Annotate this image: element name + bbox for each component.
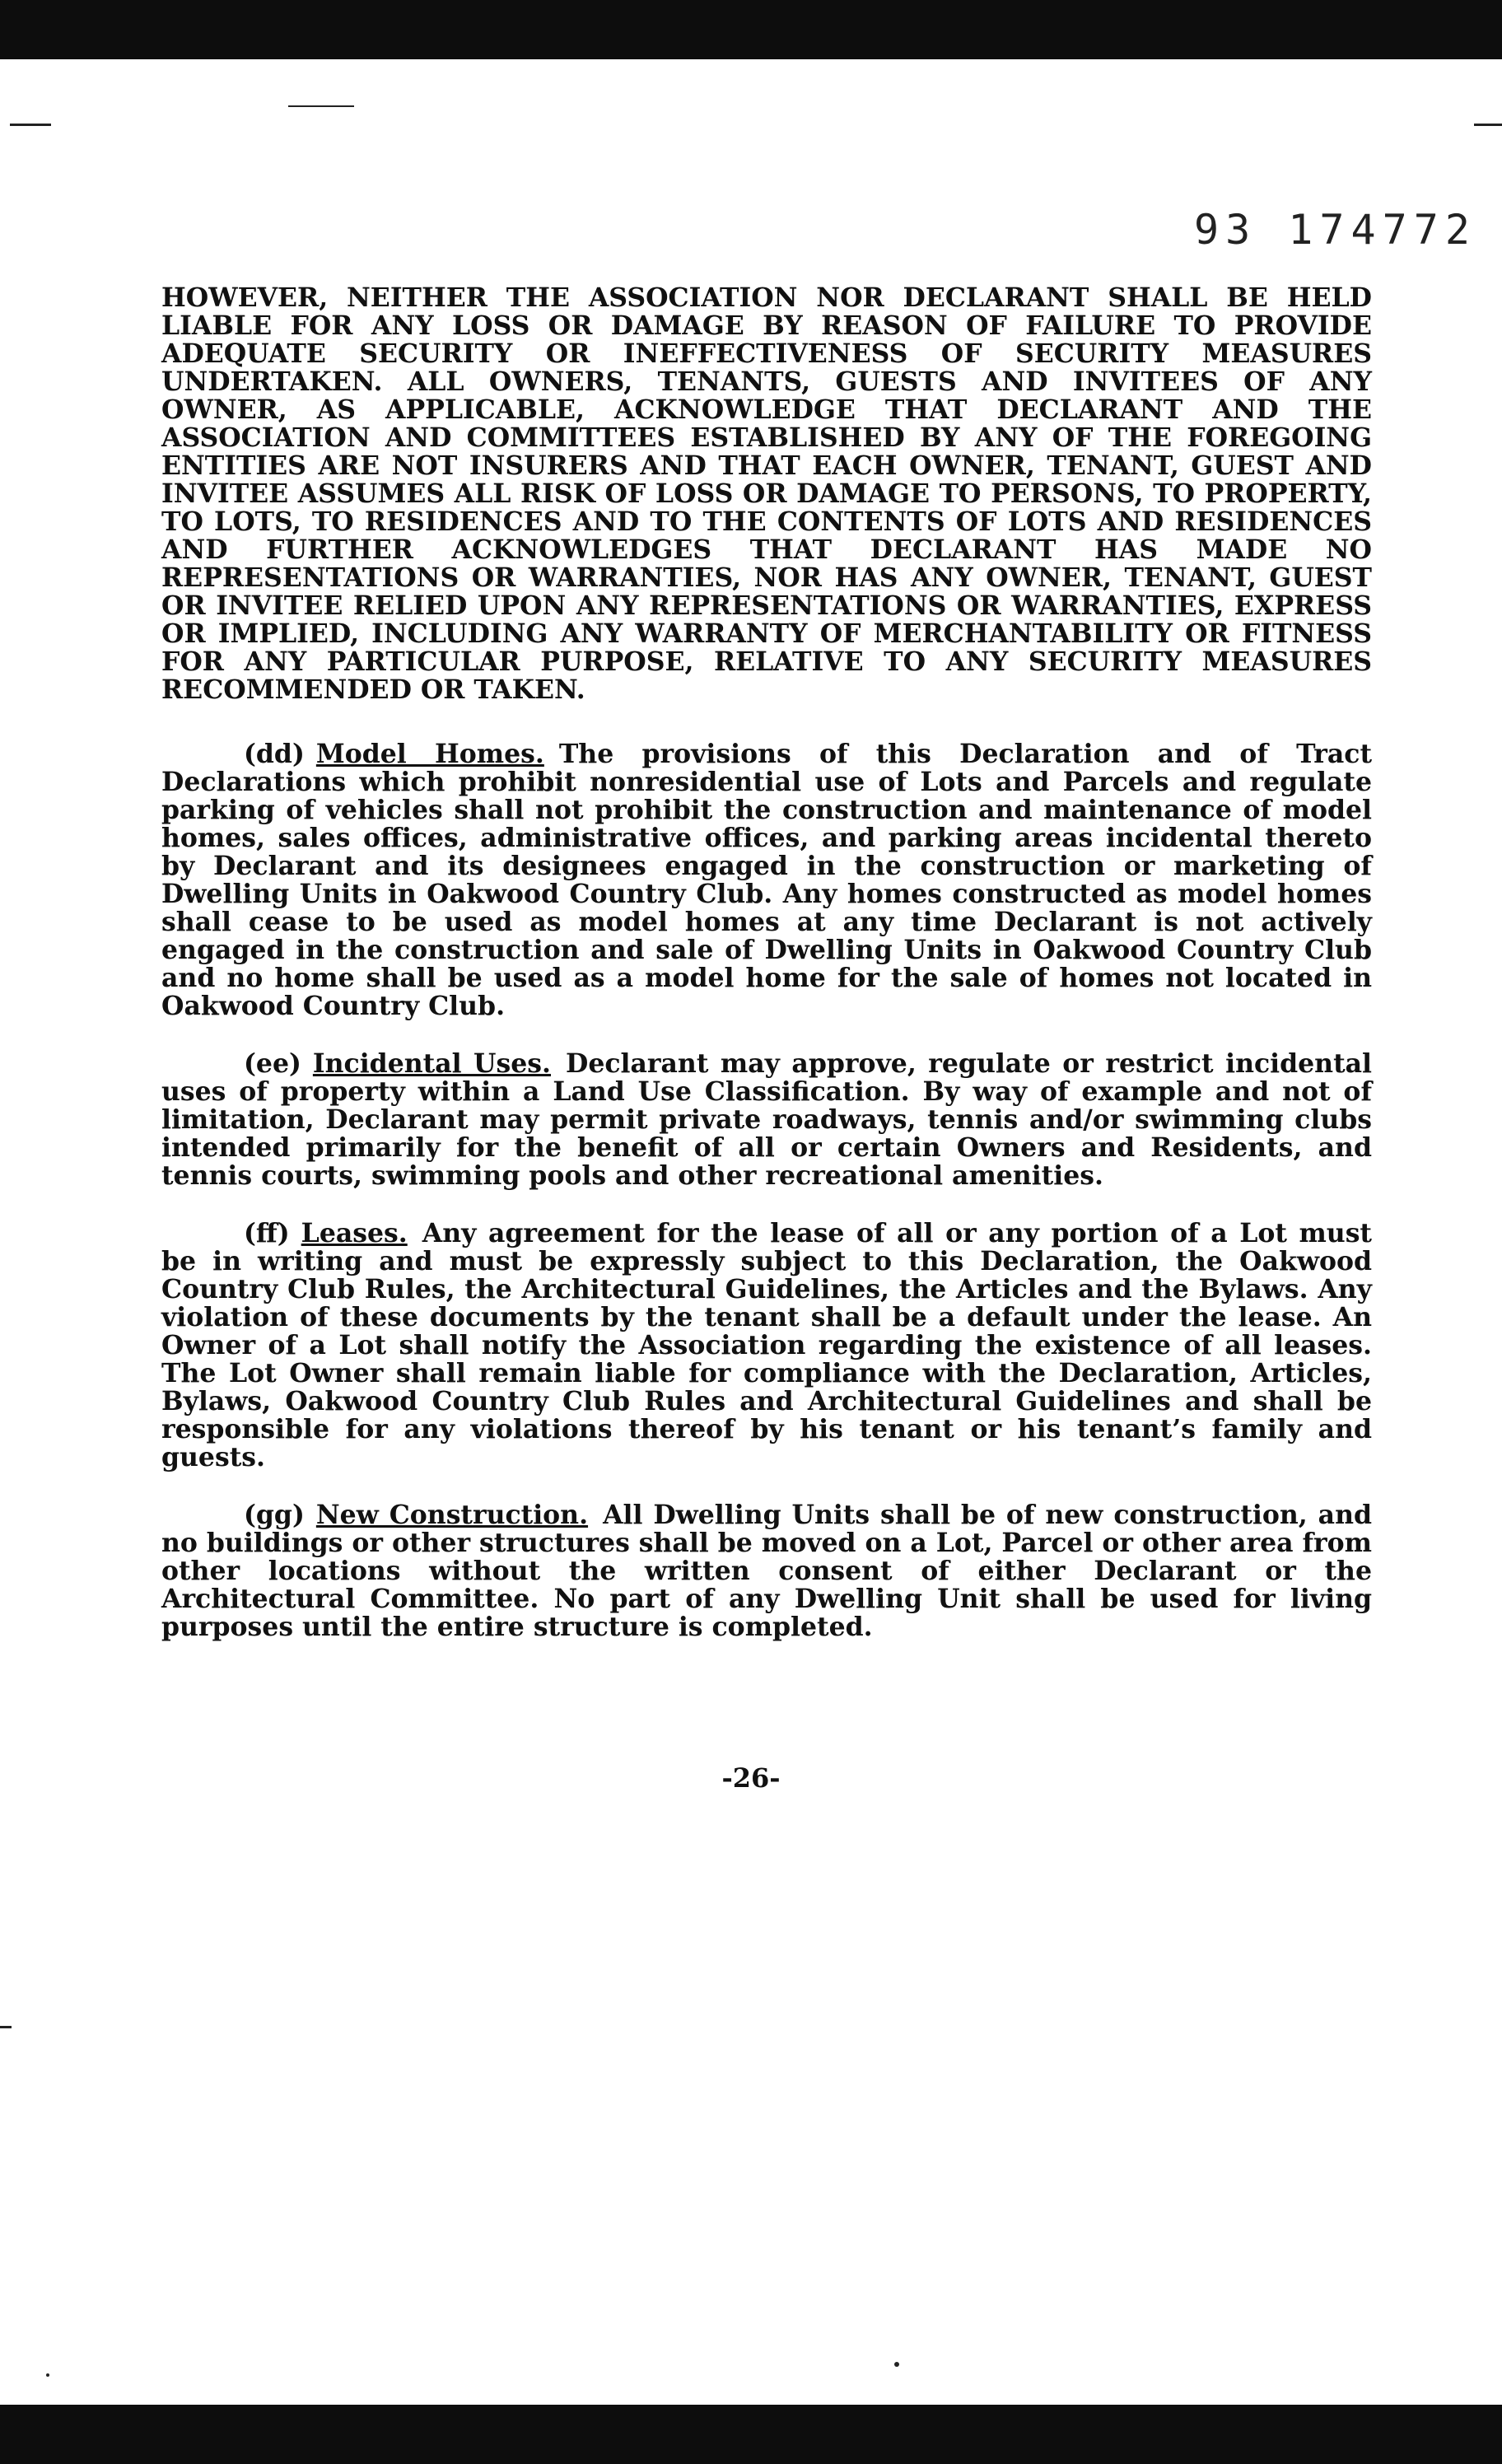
section-prefix: (gg): [244, 1500, 305, 1530]
margin-mark-left-mid: [0, 2026, 12, 2028]
section-new-construction: [161, 1501, 1372, 1641]
section-body: Declarant may approve, regulate or restrict incidental uses of property within a Land Use Classification. By way of example and not of limitation, Declarant may permit private roadways, tennis and/or swimming clubs intended primarily for the benefit of all or certain Owners and Residents, and tennis courts, swimming pools and other recreational amenities.: [161, 1048, 1373, 1191]
margin-mark-left-top: [10, 124, 51, 126]
page-number: -26-: [721, 1762, 781, 1794]
section-body: Any agreement for the lease of all or any portion of a Lot must be in writing and must be expressly subject to this Declaration, the Oakwood Country Club Rules, the Architectural Guidelines, the Articles and the Bylaws. Any violation of these documents by the tenant shall be a default under the lease. An Owner of a Lot shall notify the Association regarding the existence of all leases. The Lot Owner shall remain liable for compliance with the Declaration, Articles, Bylaws, Oakwood Country Club Rules and Architectural Guidelines and shall be responsible for any violations thereof by his tenant or his tenant’s family and guests.: [161, 1218, 1372, 1472]
section-body: All Dwelling Units shall be of new construction, and no buildings or other structures shall be moved on a Lot, Parcel or other area from other locations without the written consent of either Declarant or the Architectural Committee. No part of any Dwelling Unit shall be used for living purposes until the entire structure is completed.: [161, 1500, 1373, 1642]
margin-mark-dash: [288, 105, 354, 107]
section-prefix: (ee): [244, 1048, 301, 1079]
disclaimer-paragraph: HOWEVER, NEITHER THE ASSOCIATION NOR DECLARANT SHALL BE HELD LIABLE FOR ANY LOSS OR DAMAGE BY REASON OF FAILURE TO PROVIDE ADEQUATE SECURITY OR INEFFECTIVENESS OF SECURITY MEASURES UNDERTAKEN. ALL OWNERS, TENANTS, GUESTS AND INVITEES OF ANY OWNER, AS APPLICABLE, ACKNOWLEDGE THAT DECLARANT AND THE ASSOCIATION AND COMMITTEES ESTABLISHED BY ANY OF THE FOREGOING ENTITIES ARE NOT INSURERS AND THAT EACH OWNER, TENANT, GUEST AND INVITEE ASSUMES ALL RISK OF LOSS OR DAMAGE TO PERSONS, TO PROPERTY, TO LOTS, TO RESIDENCES AND TO THE CONTENTS OF LOTS AND RESIDENCES AND FURTHER ACKNOWLEDGES THAT DECLARANT HAS MADE NO REPRESENTATIONS OR WARRANTIES, NOR HAS ANY OWNER, TENANT, GUEST OR INVITEE RELIED UPON ANY REPRESENTATIONS OR WARRANTIES, EXPRESS OR IMPLIED, INCLUDING ANY WARRANTY OF MERCHANTABILITY OR FITNESS FOR ANY PARTICULAR PURPOSE, RELATIVE TO ANY SECURITY MEASURES RECOMMENDED OR TAKEN.: [161, 282, 1372, 705]
section-title: Leases.: [301, 1218, 408, 1248]
section-prefix: (dd): [244, 739, 305, 769]
section-prefix: (ff): [244, 1218, 290, 1248]
margin-mark-right-top: [1474, 124, 1502, 126]
section-incidental-uses: [161, 1050, 1372, 1190]
scan-border-bottom: [0, 2405, 1502, 2464]
scan-speck: [46, 2373, 49, 2377]
scan-speck: [894, 2362, 899, 2367]
section-body: The provisions of this Declaration and of Tract Declarations which prohibit nonresidential use of Lots and Parcels and regulate parking of vehicles shall not prohibit the construction and maintenance of model homes, sales offices, administrative offices, and parking areas incidental thereto by Declarant and its designees engaged in the construction or marketing of Dwelling Units in Oakwood Country Club. Any homes constructed as model homes shall cease to be used as model homes at any time Declarant is not actively engaged in the construction and sale of Dwelling Units in Oakwood Country Club and no home shall be used as a model home for the sale of homes not located in Oakwood Country Club.: [161, 739, 1372, 1021]
section-title: Incidental Uses.: [312, 1048, 552, 1079]
document-body: [161, 284, 1372, 1671]
section-leases: [161, 1220, 1372, 1472]
scan-border-top: [0, 0, 1502, 59]
section-title: New Construction.: [315, 1500, 589, 1530]
document-number: 93 174772: [1194, 206, 1476, 254]
section-model-homes: [161, 740, 1372, 1020]
section-title: Model Homes.: [315, 739, 544, 769]
